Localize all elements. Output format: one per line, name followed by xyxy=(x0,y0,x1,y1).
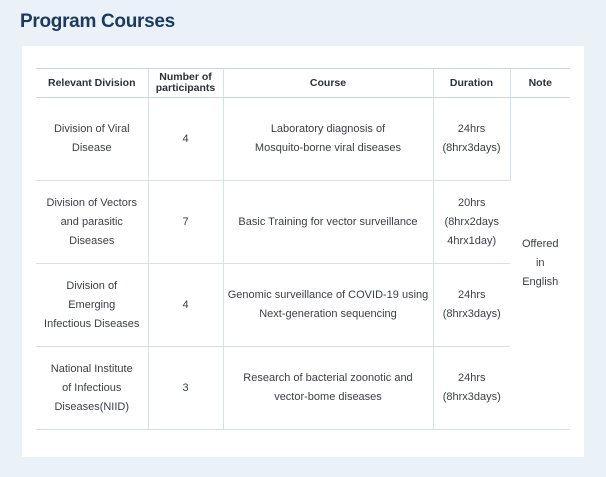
participants-cell: 3 xyxy=(148,347,223,430)
table-header-row xyxy=(36,69,570,98)
table-row xyxy=(36,181,570,264)
course-cell: Basic Training for vector surveillance xyxy=(223,181,433,264)
note-cell: Offered in English xyxy=(510,98,570,430)
participants-cell: 4 xyxy=(148,264,223,347)
division-cell: Division of Viral Disease xyxy=(36,98,148,181)
header-duration: Duration xyxy=(433,69,510,98)
duration-cell: 24hrs (8hrx3days) xyxy=(433,264,510,347)
duration-cell: 20hrs (8hrx2days 4hrx1day) xyxy=(433,181,510,264)
header-participants: Number of participants xyxy=(148,69,223,98)
course-cell: Genomic surveillance of COVID-19 using Next-generation sequencing xyxy=(223,264,433,347)
courses-table xyxy=(36,68,570,430)
header-division: Relevant Division xyxy=(36,69,148,98)
course-cell: Research of bacterial zoonotic and vector-bome diseases xyxy=(223,347,433,430)
division-cell: Division of Emerging Infectious Diseases xyxy=(36,264,148,347)
header-note: Note xyxy=(510,69,570,98)
header-course: Course xyxy=(223,69,433,98)
course-cell: Laboratory diagnosis of Mosquito-borne viral diseases xyxy=(223,98,433,181)
table-row xyxy=(36,264,570,347)
division-cell: National Institute of Infectious Diseases(NIID) xyxy=(36,347,148,430)
division-cell: Division of Vectors and parasitic Diseases xyxy=(36,181,148,264)
participants-cell: 7 xyxy=(148,181,223,264)
participants-cell: 4 xyxy=(148,98,223,181)
program-courses-card xyxy=(22,46,584,457)
table-row xyxy=(36,347,570,430)
duration-cell: 24hrs (8hrx3days) xyxy=(433,347,510,430)
page-title: Program Courses xyxy=(20,11,175,32)
table-row xyxy=(36,98,570,181)
duration-cell: 24hrs (8hrx3days) xyxy=(433,98,510,181)
